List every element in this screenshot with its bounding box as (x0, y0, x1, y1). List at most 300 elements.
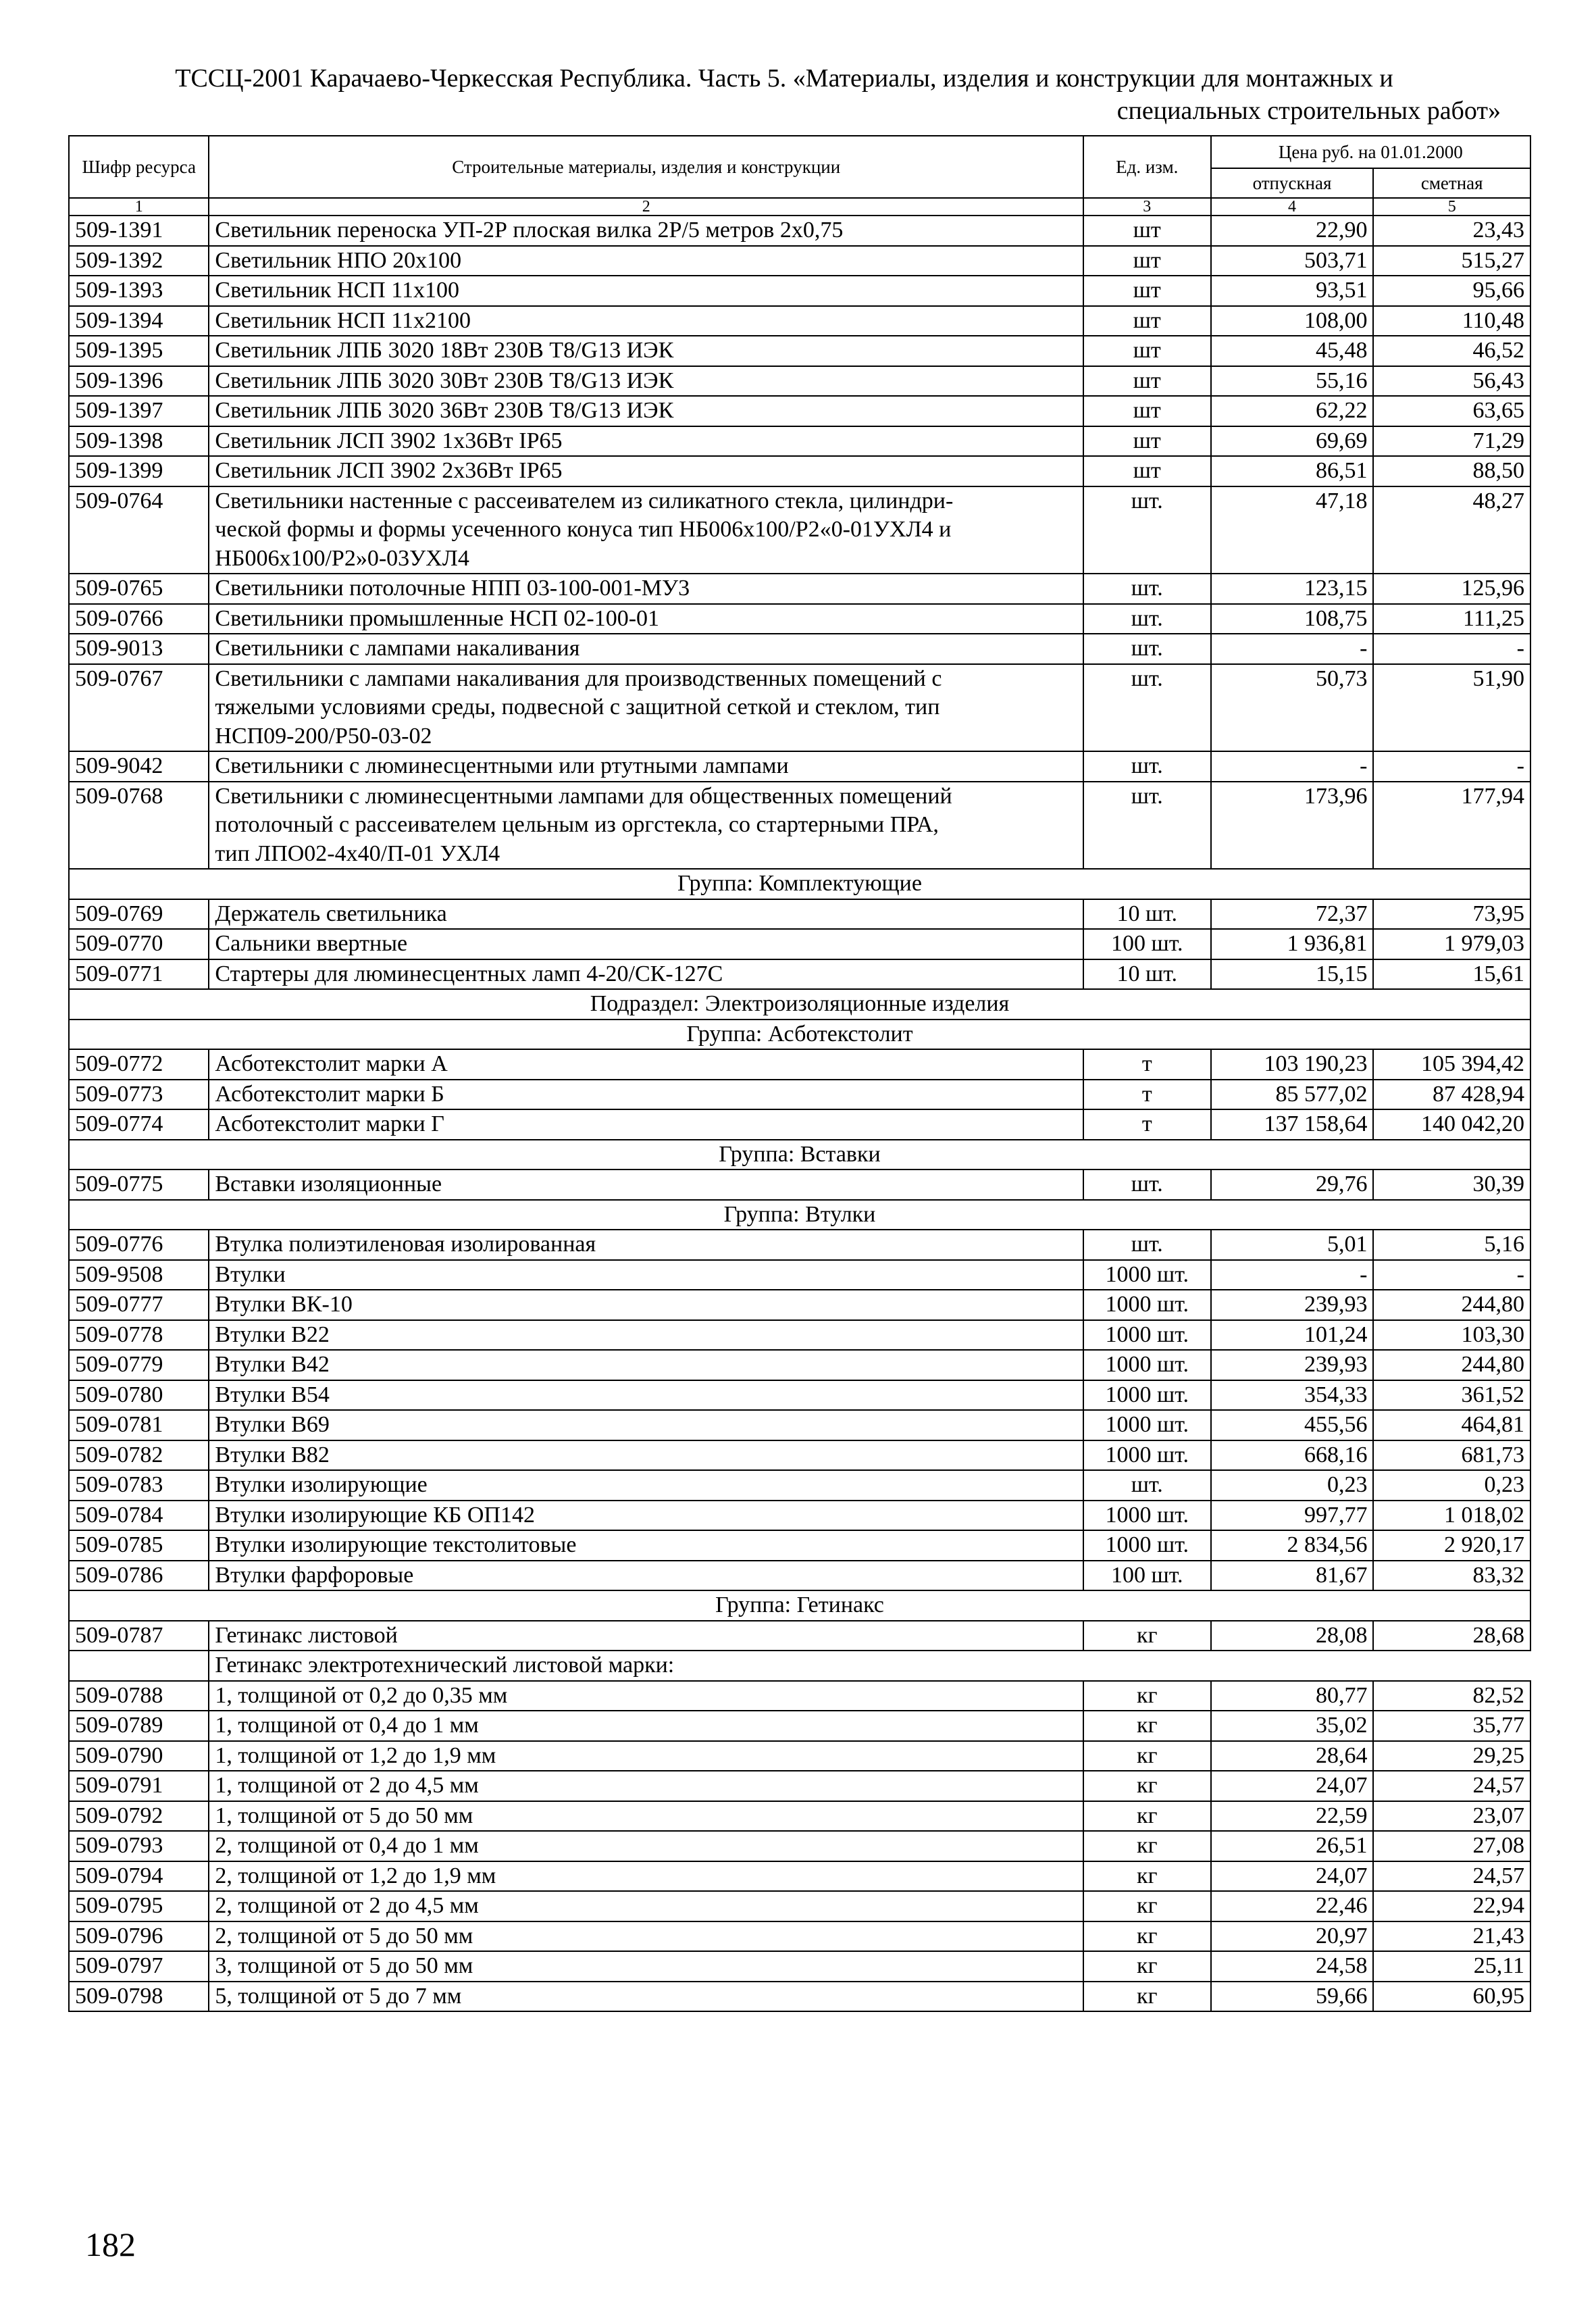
row-name: Светильник переноска УП-2Р плоская вилка 2Р/5 метров 2х0,75 (209, 216, 1083, 246)
col-number-3: 3 (1083, 198, 1211, 216)
group-heading: Группа: Комплектующие (69, 869, 1530, 899)
row-code: 509-1392 (69, 246, 209, 276)
table-row (69, 1049, 1530, 1080)
note-row (69, 1651, 1530, 1681)
col-number-5: 5 (1373, 198, 1530, 216)
row-name: Светильники с лампами накаливания (209, 634, 1083, 664)
row-unit: шт. (1083, 664, 1211, 752)
row-code: 509-0770 (69, 929, 209, 959)
row-unit: шт (1083, 336, 1211, 366)
row-name: Светильники настенные с рассеивателем из силикатного стекла, цилиндри- ческой формы и формы усеченного конуса тип НБ006х100/Р2«0-01УХЛ4 и НБ006х100/Р2»0-03УХЛ4 (209, 486, 1083, 574)
row-name: 2, толщиной от 2 до 4,5 мм (209, 1891, 1083, 1921)
row-estimate-price: 27,08 (1373, 1831, 1530, 1861)
row-name: Втулки изолирующие (209, 1470, 1083, 1501)
row-release-price: 24,07 (1211, 1861, 1374, 1892)
row-name: Втулка полиэтиленовая изолированная (209, 1230, 1083, 1260)
row-code: 509-1394 (69, 306, 209, 336)
row-unit: кг (1083, 1861, 1211, 1892)
row-code: 509-0772 (69, 1049, 209, 1080)
table-row (69, 486, 1530, 574)
table-row (69, 782, 1530, 870)
row-name: 2, толщиной от 5 до 50 мм (209, 1921, 1083, 1952)
col-header-release: отпускная (1211, 168, 1374, 198)
row-name: Светильник НПО 20х100 (209, 246, 1083, 276)
row-code: 509-0768 (69, 782, 209, 870)
table-row (69, 1891, 1530, 1921)
group-heading-row (69, 1590, 1530, 1621)
row-code: 509-0792 (69, 1801, 209, 1832)
table-row (69, 1801, 1530, 1832)
table-row (69, 959, 1530, 990)
row-estimate-price: 125,96 (1373, 574, 1530, 604)
row-name: Втулки В54 (209, 1380, 1083, 1411)
row-estimate-price: 515,27 (1373, 246, 1530, 276)
table-row (69, 1109, 1530, 1140)
table-body (69, 216, 1530, 2011)
row-estimate-price: 1 018,02 (1373, 1501, 1530, 1531)
row-release-price: 24,07 (1211, 1771, 1374, 1801)
row-release-price: 22,59 (1211, 1801, 1374, 1832)
row-unit: кг (1083, 1621, 1211, 1651)
row-release-price: 997,77 (1211, 1501, 1374, 1531)
row-name: Гетинакс листовой (209, 1621, 1083, 1651)
table-row (69, 306, 1530, 336)
table-row (69, 1982, 1530, 2012)
row-name: 1, толщиной от 5 до 50 мм (209, 1801, 1083, 1832)
row-unit: кг (1083, 1831, 1211, 1861)
row-estimate-price: 87 428,94 (1373, 1080, 1530, 1110)
group-heading-row (69, 869, 1530, 899)
row-unit: кг (1083, 1711, 1211, 1741)
row-code: 509-0777 (69, 1290, 209, 1320)
row-unit: 100 шт. (1083, 929, 1211, 959)
row-estimate-price: 73,95 (1373, 899, 1530, 930)
table-row (69, 1561, 1530, 1591)
row-name: Втулки фарфоровые (209, 1561, 1083, 1591)
row-code: 509-0791 (69, 1771, 209, 1801)
table-row (69, 216, 1530, 246)
row-code: 509-9042 (69, 751, 209, 782)
row-release-price: 47,18 (1211, 486, 1374, 574)
row-code: 509-0764 (69, 486, 209, 574)
table-row (69, 1320, 1530, 1351)
row-release-price: 69,69 (1211, 426, 1374, 457)
row-unit: 1000 шт. (1083, 1410, 1211, 1440)
row-unit: 1000 шт. (1083, 1440, 1211, 1471)
row-code: 509-0778 (69, 1320, 209, 1351)
table-row (69, 1169, 1530, 1200)
row-release-price: - (1211, 634, 1374, 664)
row-name: Вставки изоляционные (209, 1169, 1083, 1200)
row-note: Гетинакс электротехнический листовой марки: (209, 1651, 1530, 1681)
row-name: Втулки В22 (209, 1320, 1083, 1351)
row-unit: т (1083, 1109, 1211, 1140)
row-release-price: 5,01 (1211, 1230, 1374, 1260)
row-name: 1, толщиной от 1,2 до 1,9 мм (209, 1741, 1083, 1771)
row-code: 509-9508 (69, 1260, 209, 1290)
row-name: Втулки В82 (209, 1440, 1083, 1471)
row-code: 509-0769 (69, 899, 209, 930)
row-name: Светильник ЛПБ 3020 30Вт 230В Т8/G13 ИЭК (209, 366, 1083, 397)
row-release-price: 503,71 (1211, 246, 1374, 276)
row-unit: шт (1083, 366, 1211, 397)
row-unit: шт. (1083, 574, 1211, 604)
row-name: 1, толщиной от 0,4 до 1 мм (209, 1711, 1083, 1741)
col-header-price: Цена руб. на 01.01.2000 (1211, 136, 1530, 168)
group-heading-row (69, 1140, 1530, 1170)
row-release-price: 93,51 (1211, 276, 1374, 306)
row-code: 509-0787 (69, 1621, 209, 1651)
table-row (69, 604, 1530, 634)
row-unit: 10 шт. (1083, 899, 1211, 930)
row-release-price: 15,15 (1211, 959, 1374, 990)
row-name: 3, толщиной от 5 до 50 мм (209, 1951, 1083, 1982)
group-heading-row (69, 1200, 1530, 1230)
row-name: Светильник НСП 11х2100 (209, 306, 1083, 336)
row-code: 509-0775 (69, 1169, 209, 1200)
row-code: 509-0765 (69, 574, 209, 604)
row-release-price: 2 834,56 (1211, 1530, 1374, 1561)
row-estimate-price: 35,77 (1373, 1711, 1530, 1741)
row-release-price: 455,56 (1211, 1410, 1374, 1440)
row-release-price: 0,23 (1211, 1470, 1374, 1501)
row-unit: 1000 шт. (1083, 1260, 1211, 1290)
row-estimate-price: 15,61 (1373, 959, 1530, 990)
subsection-heading: Подраздел: Электроизоляционные изделия (69, 989, 1530, 1020)
row-estimate-price: 24,57 (1373, 1771, 1530, 1801)
row-name: Асботекстолит марки А (209, 1049, 1083, 1080)
table-row (69, 396, 1530, 426)
table-row (69, 634, 1530, 664)
col-header-name: Строительные материалы, изделия и конструкции (209, 136, 1083, 198)
row-estimate-price: 244,80 (1373, 1350, 1530, 1380)
table-row (69, 1771, 1530, 1801)
row-unit: 1000 шт. (1083, 1350, 1211, 1380)
table-row (69, 1501, 1530, 1531)
row-name: Держатель светильника (209, 899, 1083, 930)
row-release-price: 20,97 (1211, 1921, 1374, 1952)
row-estimate-price: - (1373, 751, 1530, 782)
row-estimate-price: 2 920,17 (1373, 1530, 1530, 1561)
row-code: 509-0779 (69, 1350, 209, 1380)
row-release-price: 22,90 (1211, 216, 1374, 246)
row-unit: шт. (1083, 634, 1211, 664)
row-name: Сальники ввертные (209, 929, 1083, 959)
table-row (69, 276, 1530, 306)
table-row (69, 1681, 1530, 1711)
row-name: Светильники с люминесцентными или ртутными лампами (209, 751, 1083, 782)
row-unit: шт (1083, 396, 1211, 426)
row-estimate-price: 46,52 (1373, 336, 1530, 366)
table-row (69, 1530, 1530, 1561)
row-unit: 1000 шт. (1083, 1501, 1211, 1531)
table-row (69, 366, 1530, 397)
row-release-price: 59,66 (1211, 1982, 1374, 2012)
row-unit: кг (1083, 1741, 1211, 1771)
header-line-2: специальных строительных работ» (1116, 97, 1501, 125)
row-release-price: 24,58 (1211, 1951, 1374, 1982)
row-estimate-price: 71,29 (1373, 426, 1530, 457)
row-release-price: 62,22 (1211, 396, 1374, 426)
table-row (69, 664, 1530, 752)
row-release-price: 26,51 (1211, 1831, 1374, 1861)
row-code: 509-1397 (69, 396, 209, 426)
row-name: Втулки В69 (209, 1410, 1083, 1440)
table-row (69, 1230, 1530, 1260)
table-row (69, 1260, 1530, 1290)
row-estimate-price: 361,52 (1373, 1380, 1530, 1411)
row-name: Светильник ЛСП 3902 2х36Вт IP65 (209, 456, 1083, 486)
row-unit: кг (1083, 1921, 1211, 1952)
row-name: Втулки В42 (209, 1350, 1083, 1380)
header-line-1: ТССЦ-2001 Карачаево-Черкесская Республика. Часть 5. «Материалы, изделия и конструкции для монтажных и (175, 64, 1393, 93)
row-name: Асботекстолит марки Г (209, 1109, 1083, 1140)
row-estimate-price: 60,95 (1373, 1982, 1530, 2012)
col-number-2: 2 (209, 198, 1083, 216)
row-name: Стартеры для люминесцентных ламп 4-20/СК-127С (209, 959, 1083, 990)
col-number-1: 1 (69, 198, 209, 216)
row-name: 5, толщиной от 5 до 7 мм (209, 1982, 1083, 2012)
row-name: Светильник ЛПБ 3020 18Вт 230В Т8/G13 ИЭК (209, 336, 1083, 366)
row-estimate-price: 30,39 (1373, 1169, 1530, 1200)
row-estimate-price: 464,81 (1373, 1410, 1530, 1440)
row-estimate-price: 48,27 (1373, 486, 1530, 574)
row-code: 509-0780 (69, 1380, 209, 1411)
row-unit: шт (1083, 216, 1211, 246)
row-estimate-price: 95,66 (1373, 276, 1530, 306)
row-name: Светильники потолочные НПП 03-100-001-МУ3 (209, 574, 1083, 604)
row-unit: шт. (1083, 486, 1211, 574)
materials-table (68, 135, 1531, 2012)
row-code: 509-0794 (69, 1861, 209, 1892)
col-header-estimate: сметная (1373, 168, 1530, 198)
row-unit: шт. (1083, 782, 1211, 870)
row-release-price: 85 577,02 (1211, 1080, 1374, 1110)
table-row (69, 1951, 1530, 1982)
row-code: 509-9013 (69, 634, 209, 664)
table-row (69, 1861, 1530, 1892)
row-code: 509-0785 (69, 1530, 209, 1561)
row-estimate-price: 140 042,20 (1373, 1109, 1530, 1140)
row-unit: кг (1083, 1771, 1211, 1801)
row-name: 2, толщиной от 0,4 до 1 мм (209, 1831, 1083, 1861)
row-code: 509-0788 (69, 1681, 209, 1711)
table-row (69, 1831, 1530, 1861)
row-estimate-price: 82,52 (1373, 1681, 1530, 1711)
row-code: 509-0767 (69, 664, 209, 752)
group-heading: Группа: Вставки (69, 1140, 1530, 1170)
row-name: Светильник НСП 11х100 (209, 276, 1083, 306)
row-estimate-price: 681,73 (1373, 1440, 1530, 1471)
table-row (69, 246, 1530, 276)
row-name: Светильник ЛПБ 3020 36Вт 230В Т8/G13 ИЭК (209, 396, 1083, 426)
row-release-price: 239,93 (1211, 1350, 1374, 1380)
row-estimate-price: 88,50 (1373, 456, 1530, 486)
group-heading-row (69, 1020, 1530, 1050)
row-estimate-price: 177,94 (1373, 782, 1530, 870)
row-estimate-price: 111,25 (1373, 604, 1530, 634)
row-estimate-price: 1 979,03 (1373, 929, 1530, 959)
table-row (69, 1290, 1530, 1320)
row-code: 509-0795 (69, 1891, 209, 1921)
row-unit: кг (1083, 1681, 1211, 1711)
row-release-price: 81,67 (1211, 1561, 1374, 1591)
row-release-price: 173,96 (1211, 782, 1374, 870)
table-row (69, 1921, 1530, 1952)
row-release-price: 35,02 (1211, 1711, 1374, 1741)
row-estimate-price: 23,43 (1373, 216, 1530, 246)
table-row (69, 336, 1530, 366)
row-unit: т (1083, 1080, 1211, 1110)
row-estimate-price: - (1373, 1260, 1530, 1290)
row-code: 509-0774 (69, 1109, 209, 1140)
row-release-price: 86,51 (1211, 456, 1374, 486)
table-row (69, 751, 1530, 782)
row-code (69, 1651, 209, 1681)
table-row (69, 426, 1530, 457)
row-code: 509-0771 (69, 959, 209, 990)
row-unit: 1000 шт. (1083, 1290, 1211, 1320)
row-code: 509-0783 (69, 1470, 209, 1501)
row-name: Асботекстолит марки Б (209, 1080, 1083, 1110)
row-estimate-price: 83,32 (1373, 1561, 1530, 1591)
row-code: 509-0784 (69, 1501, 209, 1531)
row-unit: 1000 шт. (1083, 1380, 1211, 1411)
col-header-unit: Ед. изм. (1083, 136, 1211, 198)
row-code: 509-0766 (69, 604, 209, 634)
row-code: 509-0781 (69, 1410, 209, 1440)
row-unit: шт. (1083, 751, 1211, 782)
row-release-price: 354,33 (1211, 1380, 1374, 1411)
row-release-price: 28,64 (1211, 1741, 1374, 1771)
row-code: 509-0782 (69, 1440, 209, 1471)
row-release-price: 101,24 (1211, 1320, 1374, 1351)
row-code: 509-0796 (69, 1921, 209, 1952)
row-estimate-price: - (1373, 634, 1530, 664)
row-name: 1, толщиной от 0,2 до 0,35 мм (209, 1681, 1083, 1711)
row-unit: кг (1083, 1891, 1211, 1921)
table-row (69, 1410, 1530, 1440)
row-release-price: 108,00 (1211, 306, 1374, 336)
row-release-price: 108,75 (1211, 604, 1374, 634)
row-estimate-price: 25,11 (1373, 1951, 1530, 1982)
row-unit: кг (1083, 1982, 1211, 2012)
row-unit: шт (1083, 456, 1211, 486)
col-header-code: Шифр ресурса (69, 136, 209, 198)
table-row (69, 1440, 1530, 1471)
row-unit: шт (1083, 276, 1211, 306)
row-unit: шт. (1083, 1169, 1211, 1200)
page-number: 182 (85, 2225, 136, 2263)
row-unit: 100 шт. (1083, 1561, 1211, 1591)
row-estimate-price: 105 394,42 (1373, 1049, 1530, 1080)
row-estimate-price: 22,94 (1373, 1891, 1530, 1921)
row-release-price: 1 936,81 (1211, 929, 1374, 959)
subsection-heading-row (69, 989, 1530, 1020)
row-estimate-price: 56,43 (1373, 366, 1530, 397)
col-number-4: 4 (1211, 198, 1374, 216)
table-row (69, 574, 1530, 604)
row-release-price: 123,15 (1211, 574, 1374, 604)
row-unit: 1000 шт. (1083, 1320, 1211, 1351)
row-name: Втулки изолирующие КБ ОП142 (209, 1501, 1083, 1531)
row-code: 509-1393 (69, 276, 209, 306)
table-row (69, 1080, 1530, 1110)
row-code: 509-1398 (69, 426, 209, 457)
table-row (69, 929, 1530, 959)
row-release-price: 239,93 (1211, 1290, 1374, 1320)
row-release-price: 29,76 (1211, 1169, 1374, 1200)
row-code: 509-1396 (69, 366, 209, 397)
row-estimate-price: 23,07 (1373, 1801, 1530, 1832)
row-name: Втулки ВК-10 (209, 1290, 1083, 1320)
row-code: 509-0790 (69, 1741, 209, 1771)
row-release-price: 668,16 (1211, 1440, 1374, 1471)
row-estimate-price: 5,16 (1373, 1230, 1530, 1260)
row-release-price: 72,37 (1211, 899, 1374, 930)
row-release-price: 55,16 (1211, 366, 1374, 397)
row-name: Втулки (209, 1260, 1083, 1290)
table-row (69, 1621, 1530, 1651)
row-unit: шт (1083, 306, 1211, 336)
row-release-price: 137 158,64 (1211, 1109, 1374, 1140)
row-release-price: 22,46 (1211, 1891, 1374, 1921)
row-unit: кг (1083, 1801, 1211, 1832)
row-estimate-price: 51,90 (1373, 664, 1530, 752)
group-heading: Группа: Гетинакс (69, 1590, 1530, 1621)
row-name: 1, толщиной от 2 до 4,5 мм (209, 1771, 1083, 1801)
row-name: 2, толщиной от 1,2 до 1,9 мм (209, 1861, 1083, 1892)
row-release-price: 103 190,23 (1211, 1049, 1374, 1080)
row-estimate-price: 0,23 (1373, 1470, 1530, 1501)
row-code: 509-1399 (69, 456, 209, 486)
row-unit: шт. (1083, 1470, 1211, 1501)
table-row (69, 1380, 1530, 1411)
row-unit: т (1083, 1049, 1211, 1080)
row-unit: шт. (1083, 1230, 1211, 1260)
row-code: 509-0797 (69, 1951, 209, 1982)
row-unit: 1000 шт. (1083, 1530, 1211, 1561)
row-code: 509-0773 (69, 1080, 209, 1110)
group-heading: Группа: Втулки (69, 1200, 1530, 1230)
row-estimate-price: 29,25 (1373, 1741, 1530, 1771)
row-unit: кг (1083, 1951, 1211, 1982)
row-unit: шт. (1083, 604, 1211, 634)
page-header (68, 62, 1501, 127)
row-release-price: - (1211, 1260, 1374, 1290)
row-estimate-price: 21,43 (1373, 1921, 1530, 1952)
row-estimate-price: 110,48 (1373, 306, 1530, 336)
table-row (69, 1711, 1530, 1741)
row-name: Светильники с лампами накаливания для производственных помещений с тяжелыми условиями среды, подвесной с защитной сеткой и стеклом, тип НСП09-200/Р50-03-02 (209, 664, 1083, 752)
row-code: 509-0798 (69, 1982, 209, 2012)
row-estimate-price: 244,80 (1373, 1290, 1530, 1320)
row-name: Светильники с люминесцентными лампами для общественных помещений потолочный с рассеивателем цельным из оргстекла, со стартерными ПРА, тип ЛПО02-4х40/П-01 УХЛ4 (209, 782, 1083, 870)
row-unit: шт (1083, 426, 1211, 457)
row-release-price: 80,77 (1211, 1681, 1374, 1711)
row-code: 509-0789 (69, 1711, 209, 1741)
row-code: 509-1395 (69, 336, 209, 366)
table-row (69, 456, 1530, 486)
row-estimate-price: 28,68 (1373, 1621, 1530, 1651)
row-estimate-price: 63,65 (1373, 396, 1530, 426)
row-code: 509-0776 (69, 1230, 209, 1260)
table-row (69, 1741, 1530, 1771)
row-name: Светильник ЛСП 3902 1х36Вт IP65 (209, 426, 1083, 457)
row-estimate-price: 24,57 (1373, 1861, 1530, 1892)
group-heading: Группа: Асботекстолит (69, 1020, 1530, 1050)
table-row (69, 899, 1530, 930)
